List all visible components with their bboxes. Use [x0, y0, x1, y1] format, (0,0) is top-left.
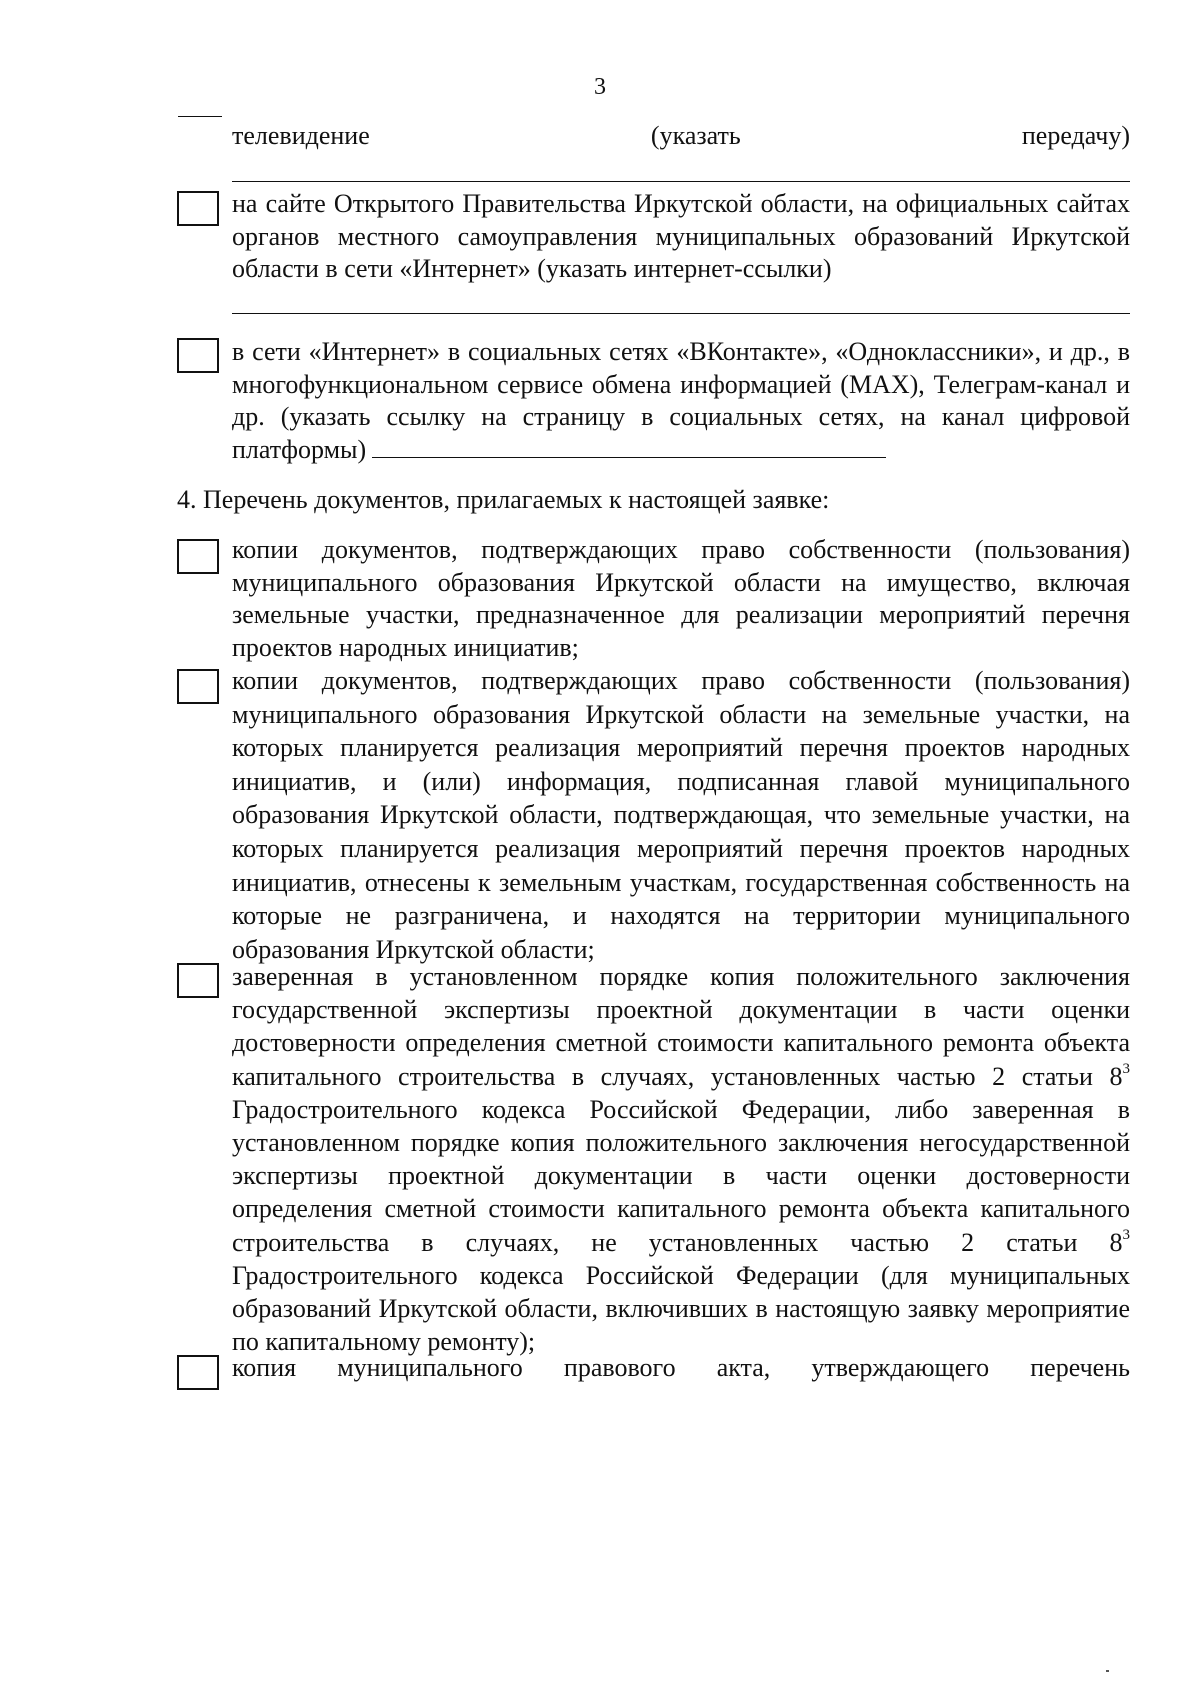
website-option-checkbox[interactable] — [177, 191, 219, 226]
social-option-checkbox[interactable] — [177, 338, 219, 373]
document-item-4-checkbox[interactable] — [177, 1355, 219, 1390]
tv-word-1: телевидение — [232, 121, 370, 150]
tv-option-text — [232, 120, 1130, 153]
document-item-1-text: копии документов, подтверждающих право собственности (пользования) муниципального образования Иркутской области на имущество, включая земельные участки, предназначенное для реализации мероприятий перечня проектов народных инициатив; — [232, 535, 1130, 662]
superscript-1: 3 — [1122, 1060, 1130, 1077]
document-item-3-part-1: заверенная в установленном порядке копия положительного заключения государственной экспертизы проектной документации в части оценки достоверности определения сметной стоимости капитального ремонта объекта капитального строительства в случаях, установленных частью 2 статьи 8 — [232, 962, 1130, 1091]
document-item-3-text — [232, 960, 1130, 1358]
scan-speck — [1106, 1670, 1109, 1672]
website-option-text: на сайте Открытого Правительства Иркутской области, на официальных сайтах органов местного самоуправления муниципальных образований Иркутской области в сети «Интернет» (указать интернет-ссылки) — [232, 189, 1130, 283]
superscript-2: 3 — [1122, 1226, 1130, 1243]
document-item-2-text: копии документов, подтверждающих право собственности (пользования) муниципального образования Иркутской области на земельные участки, на которых планируется реализация мероприятий перечня проектов народных инициатив, и (или) информация, подписанная главой муниципального образования Иркутской области, подтверждающая, что земельные участки, на которых планируется реализация мероприятий перечня проектов народных инициатив, отнесены к земельным участкам, государственная собственность на которые не разграничена, и находятся на территории муниципального образования Иркутской области; — [232, 666, 1130, 964]
tv-word-3: передачу) — [1021, 121, 1131, 150]
page-number: 3 — [594, 74, 606, 100]
document-item-4-text: копия муниципального правового акта, утверждающего перечень — [232, 1353, 1130, 1382]
social-link-fill-line[interactable] — [372, 435, 886, 458]
document-item-3-checkbox[interactable] — [177, 963, 219, 998]
document-item-2-checkbox[interactable] — [177, 669, 219, 704]
social-option-text — [232, 336, 1130, 466]
tv-fill-line[interactable] — [232, 181, 1130, 182]
tv-word-2: (указать — [650, 121, 741, 150]
website-links-fill-line[interactable] — [232, 313, 1130, 314]
list-dash — [178, 116, 222, 117]
document-item-3-part-3: Градостроительного кодекса Российской Федерации (для муниципальных образований Иркутской области, включивших в настоящую заявку мероприятие по капитальному ремонту); — [232, 1260, 1130, 1357]
section-4-heading: 4. Перечень документов, прилагаемых к настоящей заявке: — [177, 485, 830, 514]
document-item-1-checkbox[interactable] — [177, 539, 219, 574]
document-item-3-part-2: Градостроительного кодекса Российской Федерации, либо заверенная в установленном порядке копия положительного заключения негосударственной экспертизы проектной документации в части оценки достоверности определения сметной стоимости капитального ремонта объекта капитального строительства в случаях, не установленных частью 2 статьи 8 — [232, 1094, 1130, 1257]
social-option-label: в сети «Интернет» в социальных сетях «ВКонтакте», «Одноклассники», и др., в многофункциональном сервисе обмена информацией (MAX), Телеграм-канал и др. (указать ссылку на страницу в социальных сетях, на канал цифровой платформы) — [232, 337, 1130, 464]
